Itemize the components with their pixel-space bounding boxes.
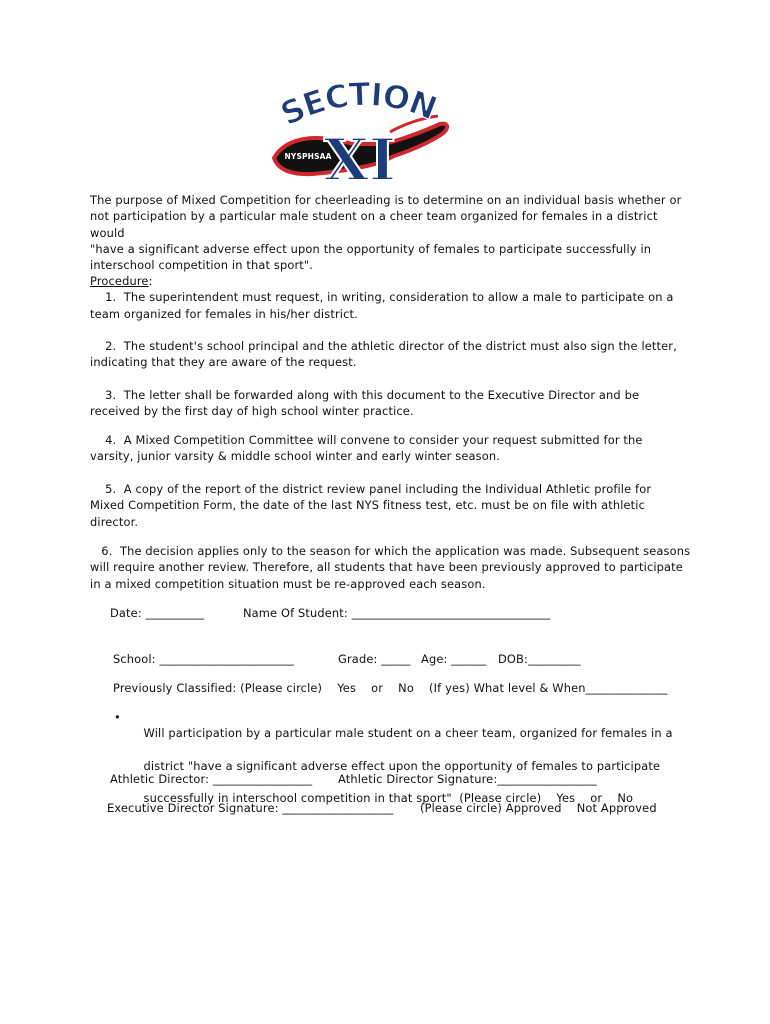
step-line: varsity, junior varsity & middle school winter and early winter season. — [90, 449, 501, 464]
intro-line: not participation by a particular male student on a cheer team organized for females in a district would — [90, 209, 658, 240]
participation-question[interactable] — [136, 709, 673, 807]
procedure-step-1 — [90, 273, 690, 322]
step-line: director. — [90, 514, 139, 529]
logo-org: NYSPHSAA — [284, 152, 332, 161]
section-xi-logo — [272, 80, 450, 190]
procedure-step-4 — [90, 432, 690, 465]
step-line: 4. A Mixed Competition Committee will convene to consider your request submitted for the — [90, 433, 643, 447]
question-line: district "have a significant adverse effect upon the opportunity of females to participate — [143, 758, 661, 773]
step-line: 3. The letter shall be forwarded along with this document to the Executive Director and be — [90, 388, 640, 402]
intro-line: The purpose of Mixed Competition for cheerleading is to determine on an individual basis whether or — [90, 193, 682, 207]
step-line: Mixed Competition Form, the date of the last NYS fitness test, etc. must be on file with athletic — [90, 498, 646, 513]
step-line: received by the first day of high school winter practice. — [90, 404, 414, 419]
school-field[interactable]: School: _______________________ — [113, 652, 294, 666]
procedure-step-6 — [90, 543, 690, 592]
logo-numeral: XI — [323, 126, 397, 190]
procedure-step-5 — [90, 481, 690, 530]
intro-paragraph — [90, 192, 690, 273]
dob-field[interactable]: DOB:_________ — [498, 652, 581, 666]
step-line: will require another review. Therefore, all students that have been previously approved to participate — [90, 560, 683, 575]
procedure-step-2 — [90, 338, 690, 371]
student-name-field[interactable]: Name Of Student: __________________________________ — [243, 606, 551, 620]
age-field[interactable]: Age: ______ — [421, 652, 487, 666]
previously-classified-field[interactable]: Previously Classified: (Please circle) Yes or No (If yes) What level & When______________ — [113, 681, 668, 695]
bullet-marker: • — [114, 710, 121, 724]
step-line: indicating that they are aware of the request. — [90, 355, 357, 370]
step-line: 5. A copy of the report of the district review panel including the Individual Athletic profile for — [90, 482, 652, 496]
question-line: successfully in interschool competition in that sport" (Please circle) Yes or No — [143, 791, 634, 806]
procedure-heading: Procedure — [90, 274, 149, 288]
step-line: in a mixed competition situation must be re-approved each season. — [90, 576, 486, 591]
step-line: 1. The superintendent must request, in writing, consideration to allow a male to participate on a — [90, 290, 674, 305]
athletic-director-field[interactable]: Athletic Director: _________________ — [110, 772, 313, 786]
step-line: 2. The student's school principal and the athletic director of the district must also sign the letter, — [90, 339, 677, 353]
date-field[interactable]: Date: __________ — [110, 606, 205, 620]
grade-field[interactable]: Grade: _____ — [338, 652, 411, 666]
athletic-director-signature-field[interactable]: Athletic Director Signature:_________________ — [338, 772, 597, 786]
approval-choice[interactable]: (Please circle) Approved Not Approved — [420, 801, 657, 815]
procedure-heading-colon: : — [148, 274, 153, 288]
logo-word: SECTION — [274, 80, 442, 134]
intro-line: "have a significant adverse effect upon the opportunity of females to participate successfully in — [90, 241, 652, 256]
question-line: Will participation by a particular male student on a cheer team, organized for females in a — [143, 726, 673, 741]
procedure-step-3 — [90, 387, 690, 420]
intro-line: interschool competition in that sport". — [90, 258, 314, 273]
step-line: 6. The decision applies only to the season for which the application was made. Subsequent seasons — [90, 544, 691, 558]
executive-director-signature-field[interactable]: Executive Director Signature: ___________________ — [107, 801, 394, 815]
step-line: team organized for females in his/her district. — [90, 306, 358, 321]
